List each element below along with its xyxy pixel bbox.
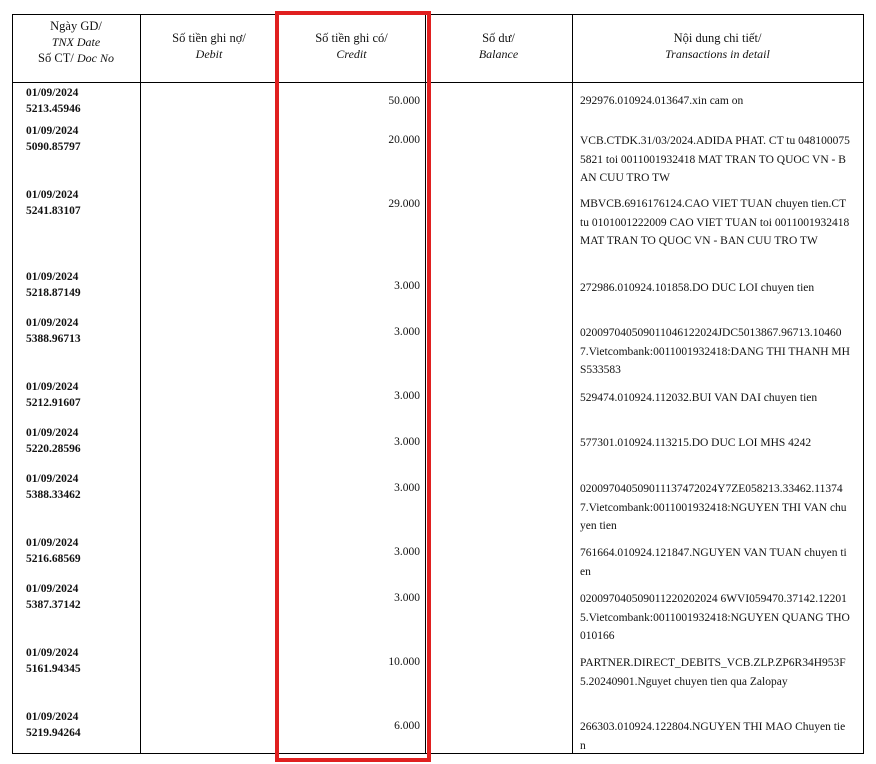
- row-date-doc: [26, 425, 136, 457]
- row-date-doc: [26, 709, 136, 741]
- row-date: 01/09/2024: [26, 125, 79, 137]
- header-balance-vi: Số dư/: [482, 31, 515, 45]
- row-detail: 266303.010924.122804.NGUYEN THI MAO Chuyen tien: [580, 721, 846, 752]
- row-credit: 3.000: [394, 390, 420, 402]
- row-date: 01/09/2024: [26, 711, 79, 723]
- row-date-doc: [26, 581, 136, 613]
- row-doc-no: 5161.94345: [26, 663, 81, 675]
- row-date: 01/09/2024: [26, 189, 79, 201]
- row-detail: MBVCB.6916176124.CAO VIET TUAN chuyen tien.CT tu 0101001222009 CAO VIET TUAN toi 0011001932418 MAT TRAN TO QUOC VN - BAN CUU TRO TW: [580, 198, 850, 247]
- row-date-doc: [26, 645, 136, 677]
- row-detail: 761664.010924.121847.NGUYEN VAN TUAN chuyen tien: [580, 547, 847, 578]
- header-doc-vi: Số CT/: [38, 51, 77, 65]
- row-detail: 020097040509011137472024Y7ZE058213.33462.113747.Vietcombank:0011001932418:NGUYEN THI VAN chuyen tien: [580, 483, 847, 532]
- row-detail: PARTNER.DIRECT_DEBITS_VCB.ZLP.ZP6R34H953F5.20240901.Nguyet chuyen tien qua Zalopay: [580, 657, 846, 688]
- header-detail-en: Transactions in detail: [665, 47, 770, 61]
- row-credit: 50.000: [388, 95, 420, 107]
- col-border-1: [140, 14, 141, 754]
- row-credit: 3.000: [394, 546, 420, 558]
- row-date: 01/09/2024: [26, 381, 79, 393]
- row-doc-no: 5212.91607: [26, 397, 81, 409]
- row-doc-no: 5388.33462: [26, 489, 81, 501]
- header-date-en: TNX Date: [51, 35, 101, 49]
- row-detail: 577301.010924.113215.DO DUC LOI MHS 4242: [580, 437, 812, 449]
- header-balance-en: Balance: [478, 47, 519, 61]
- row-detail: VCB.CTDK.31/03/2024.ADIDA PHAT. CT tu 0481000755821 toi 0011001932418 MAT TRAN TO QUOC VN - BAN CUU TRO TW: [580, 135, 850, 184]
- row-detail: 529474.010924.112032.BUI VAN DAI chuyen tien: [580, 392, 818, 404]
- header-balance: [425, 14, 572, 98]
- col-border-4: [572, 14, 573, 754]
- row-credit: 3.000: [394, 592, 420, 604]
- row-doc-no: 5216.68569: [26, 553, 81, 565]
- row-date-doc: [26, 123, 136, 155]
- row-doc-no: 5388.96713: [26, 333, 81, 345]
- row-date-doc: [26, 379, 136, 411]
- row-credit: 29.000: [388, 198, 420, 210]
- row-doc-no: 5090.85797: [26, 141, 81, 153]
- header-credit-en: Credit: [336, 47, 367, 61]
- row-doc-no: 5219.94264: [26, 727, 81, 739]
- header-date-doc: [12, 14, 140, 86]
- row-detail: 020097040509011046122024JDC5013867.96713.104607.Vietcombank:0011001932418:DANG THI THANH MHS533583: [580, 327, 850, 376]
- credit-column-highlight: [275, 11, 431, 762]
- header-credit-vi: Số tiền ghi có/: [315, 31, 388, 45]
- row-credit: 20.000: [388, 134, 420, 146]
- row-credit: 10.000: [388, 656, 420, 668]
- row-credit: 3.000: [394, 280, 420, 292]
- header-debit-vi: Số tiền ghi nợ/: [172, 31, 246, 45]
- row-date: 01/09/2024: [26, 271, 79, 283]
- row-date-doc: [26, 187, 136, 219]
- row-detail: 020097040509011220202024 6WVI059470.37142.122015.Vietcombank:0011001932418:NGUYEN QUANG THO 010166: [580, 593, 850, 642]
- row-date: 01/09/2024: [26, 647, 79, 659]
- header-doc-en: Doc No: [76, 51, 114, 65]
- row-date-doc: [26, 269, 136, 301]
- row-date-doc: [26, 315, 136, 347]
- row-date: 01/09/2024: [26, 317, 79, 329]
- row-detail: 272986.010924.101858.DO DUC LOI chuyen tien: [580, 282, 815, 294]
- row-doc-no: 5387.37142: [26, 599, 81, 611]
- row-credit: 6.000: [394, 720, 420, 732]
- row-date-doc: [26, 535, 136, 567]
- row-doc-no: 5213.45946: [26, 103, 81, 115]
- header-debit-en: Debit: [195, 47, 223, 61]
- row-doc-no: 5220.28596: [26, 443, 81, 455]
- header-detail-vi: Nội dung chi tiết/: [673, 31, 762, 45]
- header-debit: [140, 14, 278, 98]
- row-date-doc: [26, 471, 136, 503]
- col-border-left: [12, 14, 13, 754]
- row-credit: 3.000: [394, 326, 420, 338]
- row-date: 01/09/2024: [26, 427, 79, 439]
- row-date: 01/09/2024: [26, 87, 79, 99]
- row-doc-no: 5218.87149: [26, 287, 81, 299]
- header-detail: [572, 14, 863, 98]
- row-credit: 3.000: [394, 482, 420, 494]
- row-detail: 292976.010924.013647.xin cam on: [580, 95, 744, 107]
- row-date-doc: [26, 85, 136, 117]
- row-date: 01/09/2024: [26, 473, 79, 485]
- col-border-right: [863, 14, 864, 754]
- header-doc: [12, 50, 140, 66]
- row-date: 01/09/2024: [26, 537, 79, 549]
- row-credit: 3.000: [394, 436, 420, 448]
- header-date-vi: Ngày GD/: [50, 19, 102, 33]
- row-doc-no: 5241.83107: [26, 205, 81, 217]
- row-date: 01/09/2024: [26, 583, 79, 595]
